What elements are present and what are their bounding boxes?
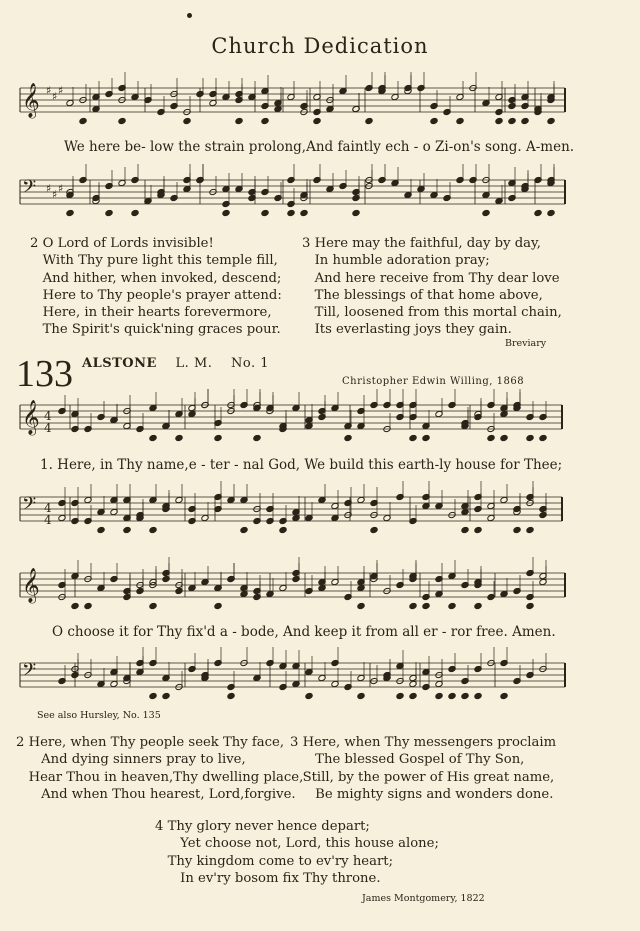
note-head (149, 526, 157, 533)
note-head (539, 434, 547, 441)
note-head (409, 602, 417, 609)
note-head (396, 692, 404, 699)
note-head (547, 117, 555, 124)
note-head (97, 526, 105, 533)
note-head (66, 209, 74, 216)
sharp-icon: ♯ (52, 90, 58, 103)
note-head (482, 209, 490, 216)
composer: Christopher Edwin Willing, 1868 (342, 376, 525, 387)
note-head (149, 692, 157, 699)
note-head (448, 692, 456, 699)
note-head (500, 692, 508, 699)
tune-info (82, 356, 269, 371)
note-head (474, 602, 482, 609)
note-head (279, 526, 287, 533)
see-also: See also Hursley, No. 135 (37, 710, 161, 721)
note-head (240, 526, 248, 533)
verse-3: 3 Here, when Thy messengers proclaim The blessed Gospel of Thy Son, Still, by the power of His great name, Be mighty signs and wonders done. (290, 735, 557, 802)
sharp-icon: ♯ (58, 182, 64, 195)
page-title: Church Dedication (211, 34, 429, 58)
note-head (422, 602, 430, 609)
note-head (131, 209, 139, 216)
note-head (409, 434, 417, 441)
hymn-number: 133 (16, 353, 73, 395)
note-head (214, 602, 222, 609)
note-head (521, 117, 529, 124)
note-head (344, 434, 352, 441)
note-head (118, 117, 126, 124)
note-head (149, 434, 157, 441)
verse-3-top: 3 Here may the faithful, day by day, In humble adoration pray; And here receive from Thy dear love The blessings of that home above, Till, loosened from this mortal chain, Its everlasting joys they gain. (302, 236, 562, 338)
note-head (162, 692, 170, 699)
note-head (105, 209, 113, 216)
note-head (370, 526, 378, 533)
note-head (474, 526, 482, 533)
note-head (214, 434, 222, 441)
bass-clef-icon: 𝄢 (22, 494, 37, 519)
note-head (313, 117, 321, 124)
note-head (300, 209, 308, 216)
note-head (227, 692, 235, 699)
time-signature-bottom: 4 (44, 513, 52, 527)
bass-clef-icon: 𝄢 (22, 177, 37, 202)
verse-4: 4 Thy glory never hence depart; Yet choose not, Lord, this house alone; Thy kingdom come to ev'ry heart; In ev'ry bosom fix Thy throne. (155, 819, 439, 886)
note-head (430, 117, 438, 124)
note-head (526, 602, 534, 609)
note-head (357, 602, 365, 609)
note-head (357, 692, 365, 699)
verse-2: 2 Here, when Thy people seek Thy face, And dying sinners pray to live, Hear Thou in heaven,Thy dwelling place, And when Thou hearest, Lord,forgive. (16, 735, 304, 802)
time-signature-top: 4 (44, 501, 52, 515)
sharp-icon: ♯ (58, 84, 64, 97)
note-head (513, 526, 521, 533)
lyric-line-top: We here be- low the strain prolong,And faintly ech - o Zi-on's song. A-men. (64, 139, 575, 155)
sharp-icon: ♯ (46, 84, 52, 97)
treble-clef-icon: 𝄞 (22, 83, 40, 118)
time-signature-top: 4 (44, 409, 52, 423)
meter: L. M. (175, 356, 213, 371)
source-attribution: Breviary (505, 338, 547, 349)
note-head (222, 209, 230, 216)
note-head (123, 526, 131, 533)
note-head (253, 434, 261, 441)
note-head (183, 117, 191, 124)
note-head (352, 209, 360, 216)
note-head (461, 526, 469, 533)
sharp-icon: ♯ (46, 182, 52, 195)
note-head (526, 434, 534, 441)
note-head (84, 602, 92, 609)
note-head (175, 434, 183, 441)
note-head (79, 117, 87, 124)
author: James Montgomery, 1822 (362, 893, 485, 904)
time-signature-bottom: 4 (44, 421, 52, 435)
note-head (547, 209, 555, 216)
note-head (474, 692, 482, 699)
note-head (261, 117, 269, 124)
note-head (365, 117, 373, 124)
note-head (235, 117, 243, 124)
treble-clef-icon: 𝄞 (22, 568, 40, 603)
note-head (534, 209, 542, 216)
note-head (448, 602, 456, 609)
note-head (422, 434, 430, 441)
tune-name: ALSTONE (82, 356, 157, 371)
sharp-icon: ♯ (52, 188, 58, 201)
note-head (487, 434, 495, 441)
note-head (287, 209, 295, 216)
verse-2-top: 2 O Lord of Lords invisible! With Thy pure light this temple fill, And hither, when invoked, descend; Here to Thy people's prayer attend: Here, in their hearts forevermore, The Spirit's quick'ning graces pour. (30, 236, 282, 338)
note-head (71, 602, 79, 609)
note-head (261, 209, 269, 216)
note-head (435, 692, 443, 699)
note-head (500, 434, 508, 441)
lyric-line-1: 1. Here, in Thy name,e - ter - nal God, We build this earth-ly house for Thee; (40, 457, 563, 473)
note-head (526, 526, 534, 533)
tune-number: No. 1 (231, 356, 270, 371)
note-head (461, 692, 469, 699)
lyric-line-2: O choose it for Thy fix'd a - bode, And keep it from all er - ror free. Amen. (52, 624, 556, 640)
note-head (149, 602, 157, 609)
note-head (409, 692, 417, 699)
note-head (508, 117, 516, 124)
bass-clef-icon: 𝄢 (22, 660, 37, 685)
note-head (305, 692, 313, 699)
note-head (495, 117, 503, 124)
treble-clef-icon: 𝄞 (22, 400, 40, 435)
note-head (456, 117, 464, 124)
